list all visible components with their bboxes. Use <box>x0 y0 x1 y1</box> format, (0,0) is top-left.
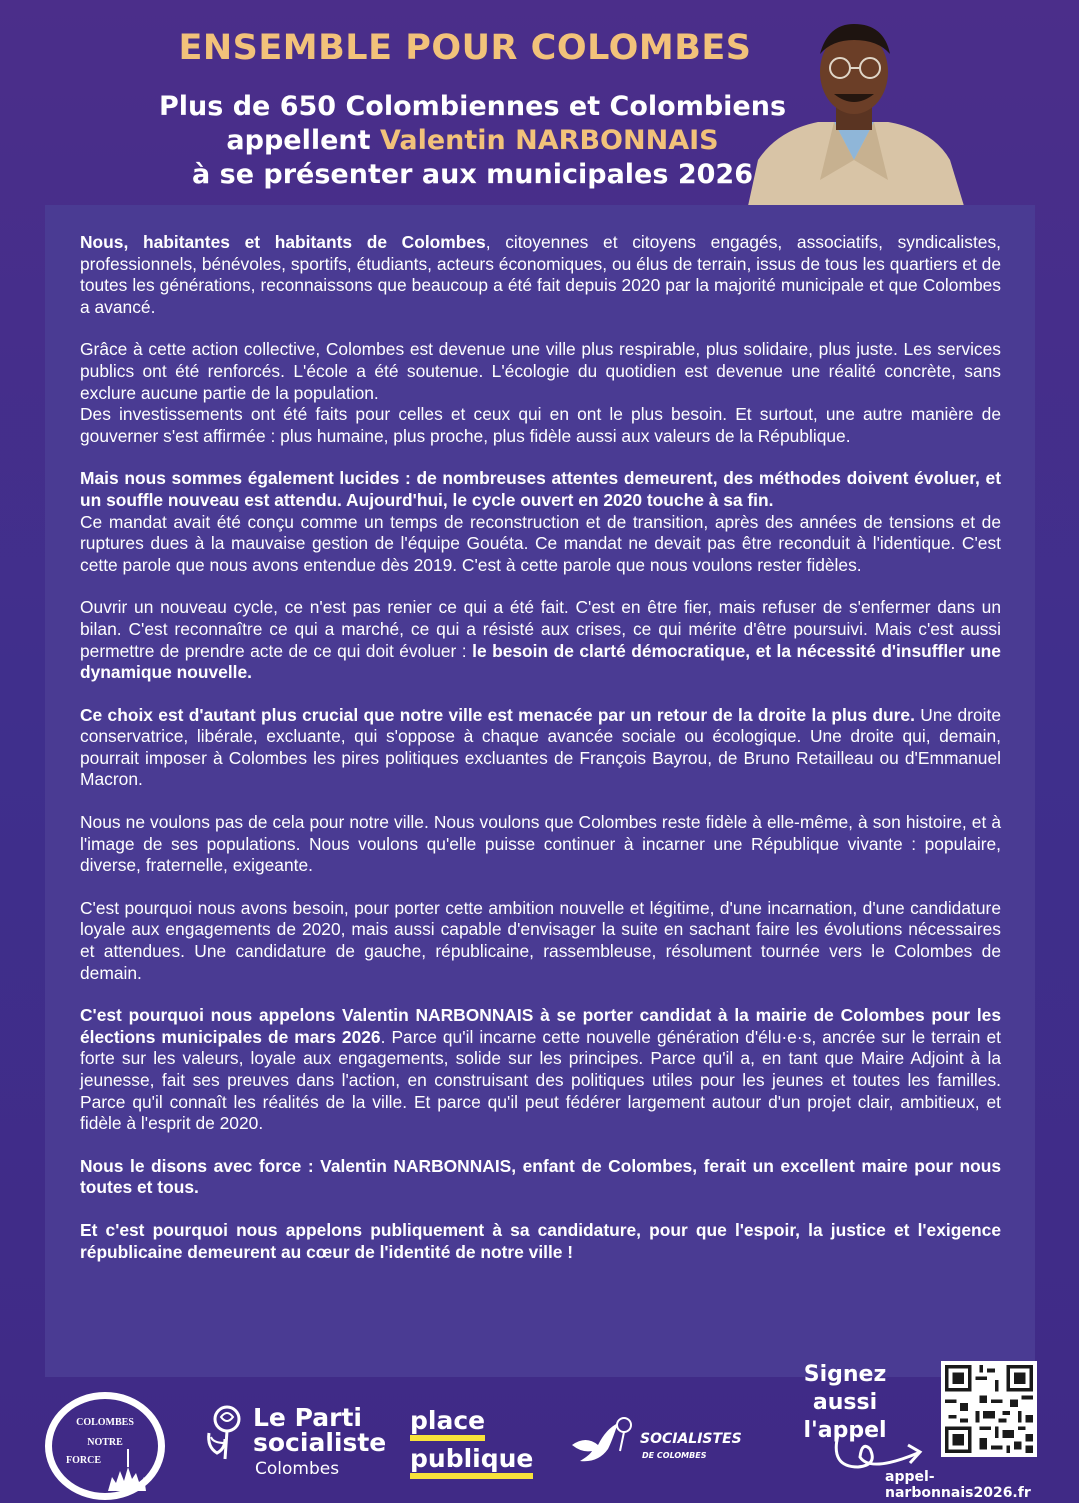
paragraph-10 <box>80 1220 1001 1263</box>
socialistes-name: SOCIALISTES <box>640 1431 742 1447</box>
dove-rose-icon <box>568 1415 638 1467</box>
paragraph-5-bold: Ce choix est d'autant plus crucial que notre ville est menacée par un retour de la droite la plus dure. <box>80 704 915 725</box>
letter-panel <box>45 205 1035 1377</box>
pp-line-2: publique <box>410 1445 533 1479</box>
paragraph-3 <box>80 468 1001 576</box>
paragraph-5 <box>80 705 1001 791</box>
cta-line-2: aussi l'appel <box>803 1390 887 1443</box>
ps-name <box>253 1405 386 1455</box>
paragraph-8 <box>80 1005 1001 1135</box>
paragraph-10-bold: Et c'est pourquoi nous appelons publiquement à sa candidature, pour que l'espoir, la justice et l'exigence républicaine demeurent au cœur de l'identité de notre ville ! <box>80 1219 1001 1262</box>
parti-socialiste-logo <box>203 1403 387 1483</box>
paragraph-4-bold: le besoin de clarté démocratique, et la nécessité d'insuffler une dynamique nouvelle. <box>80 640 1001 683</box>
colombes-logo-line-3: FORCE <box>66 1455 101 1466</box>
ps-name-line-1: Le Parti <box>253 1403 362 1432</box>
subtitle-prefix: appellent <box>226 125 380 156</box>
cta-line-1: Signez <box>803 1362 887 1387</box>
paragraph-1 <box>80 232 1001 318</box>
place-publique-logo <box>410 1407 550 1477</box>
footer <box>0 1362 1079 1503</box>
paragraph-1-bold: Nous, habitantes et habitants de Colombes <box>80 232 486 252</box>
candidate-name: Valentin NARBONNAIS <box>379 125 719 156</box>
portrait-photo <box>738 10 970 206</box>
paragraph-7: C'est pourquoi nous avons besoin, pour porter cette ambition nouvelle et légitime, d'une incarnation, d'une candidature loyale aux engagements de 2020, mais aussi capable d'envisager la suite en sachant faire les évolutions nécessaires et attendues. Une candidature de gauche, républicaine, rassembleuse, résolument tournée vers le Colombes de demain. <box>80 897 1001 983</box>
paragraph-8-text: . Parce qu'il incarne cette nouvelle génération d'élu·e·s, ancrée sur le terrain et forte sur les valeurs, loyale aux engagements, solide sur les principes. Parce qu'il a, en tant que Maire Adjoint à la jeunesse, fait ses preuves dans l'action, en construisant des politiques utiles pour les jeunes et toutes les familles. Parce qu'il connaît les réalités de la ville. Et parce qu'il peut fédérer largement autour d'un projet clair, ambitieux, et fidèle à l'esprit de 2020. <box>80 1026 1001 1134</box>
ps-name-line-2: socialiste <box>253 1428 387 1457</box>
paragraph-5-text: Une droite conservatrice, libérale, excluante, qui s'oppose à chaque avancée sociale ou écologique. Une droite qui, demain, pourrait imposer à Colombes les pires politiques excluantes de François Bayrou, de Bruno Retailleau ou d'Emmanuel Macron. <box>80 704 1001 790</box>
campaign-url[interactable]: appel-narbonnais2026.fr <box>885 1469 1031 1501</box>
header-title: ENSEMBLE POUR COLOMBES <box>178 28 752 68</box>
header-subtitle <box>140 90 805 192</box>
colombes-logo-line-1: COLOMBES <box>76 1417 134 1428</box>
paragraph-8-bold: C'est pourquoi nous appelons Valentin NARBONNAIS à se porter candidat à la mairie de Colombes pour les élections municipales de mars 2026 <box>80 1005 1001 1047</box>
colombes-notre-force-logo <box>45 1392 165 1500</box>
paragraph-2-text: Grâce à cette action collective, Colombes est devenue une ville plus respirable, plus solidaire, plus juste. Les services publics ont été renforcés. L'école a été soutenue. L'écologie du quotidien est devenue une réalité concrète, sans exclure aucune partie de la population. <box>80 339 1001 403</box>
crowd-icon <box>106 1447 146 1491</box>
pp-line-1: place <box>410 1407 485 1441</box>
paragraph-9 <box>80 1156 1001 1199</box>
paragraph-2 <box>80 339 1001 447</box>
subtitle-line-1: Plus de 650 Colombiennes et Colombiens <box>158 91 787 122</box>
socialistes-subtitle: DE COLOMBES <box>642 1451 707 1460</box>
paragraph-9-bold: Nous le disons avec force : Valentin NARBONNAIS, enfant de Colombes, ferait un excellent maire pour nous toutes et tous. <box>80 1155 1001 1198</box>
paragraph-3-bold: Mais nous sommes également lucides : de nombreuses attentes demeurent, des méthodes doivent évoluer, et un souffle nouveau est attendu. Aujourd'hui, le cycle ouvert en 2020 touche à sa fin. <box>80 468 1001 510</box>
rose-icon <box>203 1403 251 1461</box>
ps-subtitle: Colombes <box>255 1459 340 1479</box>
paragraph-2b-text: Des investissements ont été faits pour celles et ceux qui en ont le plus besoin. Et surtout, une autre manière de gouverner s'est affirmée : plus humaine, plus proche, plus fidèle aussi aux valeurs de la République. <box>80 404 1001 446</box>
qr-code[interactable] <box>941 1361 1037 1457</box>
colombes-logo-line-2: NOTRE <box>87 1437 123 1448</box>
subtitle-line-2 <box>140 124 805 158</box>
paragraph-1-text: , citoyennes et citoyens engagés, associatifs, syndicalistes, professionnels, bénévoles, sportifs, étudiants, acteurs économiques, ou élus de terrain, issus de tous les quartiers et de toutes les générations, reconnaissons que beaucoup a été fait depuis 2020 par la majorité municipale et que Colombes a avancé. <box>80 232 1001 317</box>
paragraph-4 <box>80 597 1001 683</box>
socialistes-de-colombes-logo <box>568 1411 748 1471</box>
paragraph-3-text: Ce mandat avait été conçu comme un temps de reconstruction et de transition, après des années de tensions et de ruptures dues à la mauvaise gestion de l'équipe Gouéta. Ce mandat ne devait pas être reconduit à l'identique. C'est cette parole que nous avons entendue dès 2019. C'est à cette parole que nous voulons rester fidèles. <box>80 511 1001 575</box>
paragraph-4-text: Ouvrir un nouveau cycle, ce n'est pas renier ce qui a été fait. C'est en être fier, mais refuser de s'enfermer dans un bilan. C'est reconnaître ce qui a marché, ce qui a résisté aux crises, ce qui mérite d'être poursuivi. Mais c'est aussi permettre de prendre acte de ce qui doit évoluer : <box>80 597 1001 661</box>
paragraph-6: Nous ne voulons pas de cela pour notre ville. Nous voulons que Colombes reste fidèle à elle-même, à son histoire, et à l'image de ses populations. Nous voulons qu'elle puisse continuer à incarner une République vivante : populaire, diverse, fraternelle, exigeante. <box>80 812 1001 876</box>
subtitle-line-3: à se présenter aux municipales 2026 <box>192 159 753 190</box>
